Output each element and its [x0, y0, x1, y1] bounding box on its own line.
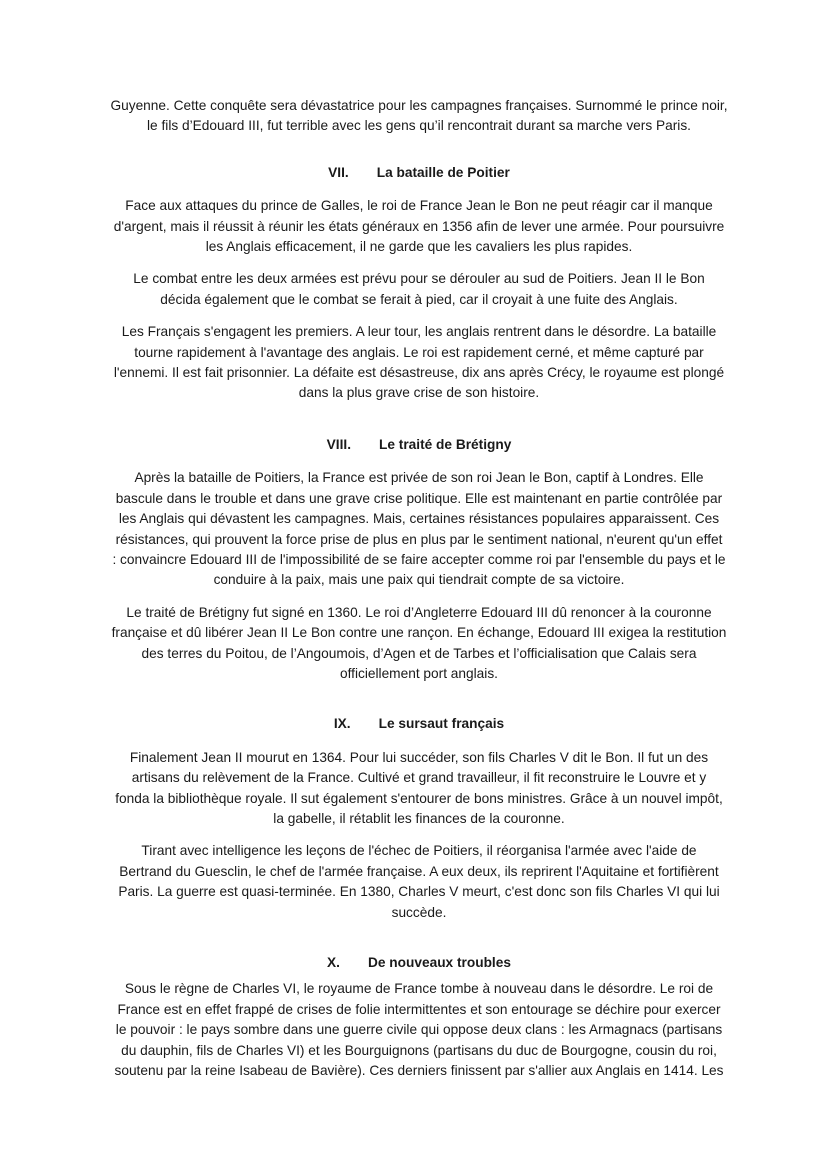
text-line: la gabelle, il rétablit les finances de la couronne. [273, 810, 565, 826]
text-line: Bertrand du Guesclin, le chef de l'armée française. A eux deux, ils reprirent l'Aquitaine et fortifièrent [119, 863, 719, 879]
text-line: française et dû libérer Jean II Le Bon contre une rançon. En échange, Edouard III exigea la restitution [111, 625, 727, 641]
section-heading-x [99, 953, 739, 973]
text-line: des terres du Poitou, de l’Angoumois, d’Agen et de Tarbes et l’officialisation que Calais sera [141, 645, 697, 661]
text-line: décida également que le combat se ferait à pied, car il croyait à une fuite des Anglais. [160, 291, 678, 307]
text-line: France est en effet frappé de crises de folie intermittentes et son entourage se déchire pour exercer [117, 1001, 721, 1017]
section-heading-ix [99, 714, 739, 734]
text-line: officiellement port anglais. [339, 665, 498, 681]
text-line: le pouvoir : le pays sombre dans une guerre civile qui oppose deux clans : les Armagnacs (partisans [115, 1022, 723, 1038]
section-number: VII. [328, 164, 349, 180]
paragraph [99, 322, 739, 404]
intro-paragraph [99, 96, 739, 137]
paragraph [99, 979, 739, 1081]
paragraph [99, 841, 739, 923]
text-line: Tirant avec intelligence les leçons de l'échec de Poitiers, il réorganisa l'armée avec l'aide de [141, 843, 697, 859]
section-title: La bataille de Poitier [376, 164, 510, 180]
text-line: les Anglais qui dévastent les campagnes. Mais, certaines résistances populaires apparaissent. Ces [118, 511, 720, 527]
text-line: Guyenne. Cette conquête sera dévastatrice pour les campagnes françaises. Surnommé le prince noir, [110, 98, 728, 113]
section-number: X. [327, 955, 340, 970]
section-number: IX. [333, 716, 351, 732]
paragraph [99, 748, 739, 830]
text-line: conduire à la paix, mais une paix qui tiendrait compte de sa victoire. [213, 572, 625, 588]
text-line: Paris. La guerre est quasi-terminée. En 1380, Charles V meurt, c'est donc son fils Charles VI qui lui [118, 884, 720, 900]
text-line: dans la plus grave crise de son histoire. [298, 385, 540, 401]
section-title: Le sursaut français [378, 716, 505, 732]
text-line: Le traité de Brétigny fut signé en 1360. Le roi d’Angleterre Edouard III dû renoncer à la couronne [126, 604, 712, 620]
text-line: Sous le règne de Charles VI, le royaume de France tombe à nouveau dans le désordre. Le roi de [124, 981, 714, 997]
text-line: d'argent, mais il réussit à réunir les états généraux en 1356 afin de lever une armée. Pour poursuivre [113, 218, 725, 234]
text-line: l'ennemi. Il est fait prisonnier. La défaite est désastreuse, dix ans après Crécy, le royaume est plongé [113, 365, 725, 381]
text-line: Après la bataille de Poitiers, la France est privée de son roi Jean le Bon, captif à Londres. Elle [134, 470, 704, 486]
section-heading-vii [99, 163, 739, 183]
text-line: du dauphin, fils de Charles VI) et les Bourguignons (partisans du duc de Bourgogne, cousin du roi, [121, 1042, 717, 1058]
text-line: succède. [391, 904, 447, 920]
paragraph [99, 468, 739, 590]
paragraph [99, 196, 739, 257]
text-line: soutenu par la reine Isabeau de Bavière). Ces derniers finissent par s'allier aux Anglais en 1414. Les [114, 1063, 724, 1079]
section-title: De nouveaux troubles [367, 955, 511, 970]
section-title: Le traité de Brétigny [379, 436, 512, 452]
text-line: Finalement Jean II mourut en 1364. Pour lui succéder, son fils Charles V dit le Bon. Il fut un des [129, 749, 709, 765]
text-line: fonda la bibliothèque royale. Il sut également s'entourer de bons ministres. Grâce à un nouvel impôt, [115, 790, 723, 806]
text-line: le fils d’Edouard III, fut terrible avec les gens qu’il rencontrait durant sa marche vers Paris. [147, 118, 691, 134]
document-page [99, 96, 739, 1081]
paragraph [99, 269, 739, 310]
section-number: VIII. [326, 436, 351, 452]
text-line: les Anglais efficacement, il ne garde que les cavaliers les plus rapides. [205, 239, 633, 255]
text-line: tourne rapidement à l'avantage des anglais. Le roi est rapidement cerné, et même capturé par [134, 344, 704, 360]
text-line: artisans du relèvement de la France. Cultivé et grand travailleur, il fit reconstruire le Louvre et y [131, 770, 707, 786]
text-line: résistances, qui prouvent la force prise de plus en plus par le sentiment national, n'eurent qu'un effet [115, 531, 723, 547]
paragraph [99, 603, 739, 685]
text-line: Le combat entre les deux armées est prévu pour se dérouler au sud de Poitiers. Jean II le Bon [133, 271, 705, 287]
section-heading-viii [99, 435, 739, 455]
text-line: Les Français s'engagent les premiers. A leur tour, les anglais rentrent dans le désordre. La bataille [121, 324, 717, 340]
text-line: : convaincre Edouard III de l'impossibilité de se faire accepter comme roi par l'ensemble du pays et le [112, 551, 726, 567]
text-line: bascule dans le trouble et dans une grave crise politique. Elle est maintenant en partie contrôlée par [115, 490, 723, 506]
text-line: Face aux attaques du prince de Galles, le roi de France Jean le Bon ne peut réagir car il manque [125, 198, 713, 214]
